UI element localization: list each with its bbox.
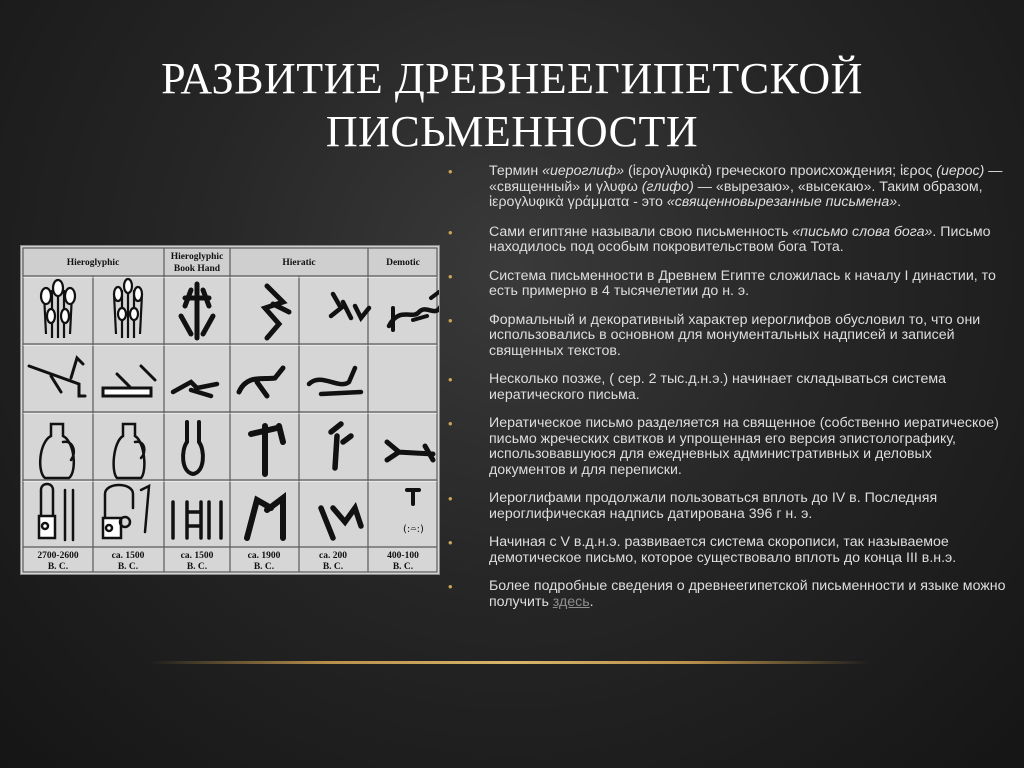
bullet-text: Начиная с V в.д.н.э. развивается система скорописи, так называемое демотическое письмо, которое существовало вплоть до конца III в.н.э. [489, 534, 957, 566]
header-hieroglyphic-2: Hieroglyphic [170, 252, 224, 262]
bullet-item [448, 535, 1008, 566]
header-hieroglyphic: Hieroglyphic [66, 258, 120, 268]
date-col-4-line-1: ca. 1900 [247, 551, 281, 561]
bullet-dot-icon: • [448, 312, 453, 328]
bullet-text: Более подробные сведения о древнеегипетской письменности и языке можно получить [489, 578, 1006, 610]
hieroglyph-evolution-table [20, 245, 440, 575]
date-col-3-line-2: B. C. [186, 562, 208, 572]
bullet-text: Сами египтяне называли свою письменность [489, 223, 793, 240]
bullet-text: Иератическое письмо разделяется на священное (собственно иератическое) письмо жреческих свитков и упрощенная его версия эпистолографику, использовавшуюся для ежедневных административных и деловых документов и для переписки. [489, 415, 999, 478]
header-hieratic: Hieratic [282, 258, 316, 268]
bullet-text: Система письменности в Древнем Египте сложилась к началу I династии, то есть примерно в 4 тысячелетии до н. э. [489, 267, 996, 299]
bullet-item [448, 225, 1008, 256]
bullet-text: — «вырезаю», «высекаю». Таким образом, ἱερογλυφικὰ γράμματα - это [489, 178, 983, 210]
bullet-text: Несколько позже, ( сер. 2 тыс.д.н.э.) начинает складываться система иератического письма. [489, 371, 947, 403]
bullet-text: «иероглиф» [542, 163, 625, 179]
bullet-dot-icon: • [448, 372, 453, 387]
bullet-dot-icon: • [448, 416, 453, 431]
bullet-item [448, 313, 1008, 360]
here-link[interactable]: здесь [552, 593, 590, 610]
date-col-1-line-2: B. C. [47, 562, 69, 572]
header-demotic: Demotic [386, 258, 420, 268]
date-col-5-line-1: ca. 200 [319, 551, 347, 561]
bullet-item [448, 372, 1008, 403]
slide-title [0, 52, 1024, 158]
bullet-text: . Письмо находилось под особым покровительством бога Тота. [489, 223, 991, 255]
bullet-text: (глифо) [641, 178, 694, 195]
bullet-text: Термин [489, 163, 543, 179]
bullet-item [448, 491, 1008, 522]
bullet-item [448, 579, 1008, 610]
gold-divider [150, 661, 870, 664]
bullet-dot-icon: • [448, 224, 453, 240]
bullet-dot-icon: • [448, 164, 453, 179]
bullet-text: «письмо слова бога» [792, 223, 933, 240]
slide-title-line-1: РАЗВИТИЕ ДРЕВНЕЕГИПЕТСКОЙ [161, 54, 863, 103]
hieroglyph-table-graphic [21, 246, 439, 574]
bullet-text: . [589, 593, 594, 610]
bullet-text: . [897, 194, 902, 210]
date-col-4-line-2: B. C. [253, 562, 275, 572]
date-col-5-line-2: B. C. [322, 562, 344, 572]
date-col-6-line-2: B. C. [392, 562, 414, 572]
bullet-dot-icon: • [448, 579, 453, 594]
bullet-text: Иероглифами продолжали пользоваться вплоть до IV в. Последняя иероглифическая надпись датирована 396 г н. э. [489, 490, 938, 522]
bullet-item [448, 164, 1008, 211]
bullet-text: «священновырезанные письмена» [666, 194, 898, 210]
bullet-text: Формальный и декоративный характер иероглифов обусловил то, что они использовались в основном для монументальных надписей и записей священных текстов. [489, 311, 981, 359]
bullet-item [448, 269, 1008, 300]
bullet-dot-icon: • [448, 535, 453, 550]
bullet-text: — «священный» и γλυφω [489, 163, 1003, 195]
date-col-2-line-1: ca. 1500 [111, 551, 145, 561]
date-col-3-line-1: ca. 1500 [180, 551, 214, 561]
svg-text:(:𓏏:): (:𓏏:) [403, 524, 424, 535]
bullet-text: (ἱερογλυφικὰ) греческого происхождения; ἱερος [624, 163, 937, 179]
slide-title-line-2: ПИСЬМЕННОСТИ [325, 107, 699, 156]
date-col-2-line-2: B. C. [117, 562, 139, 572]
date-col-1-line-1: 2700-2600 [37, 551, 79, 561]
bullet-text: (иерос) [936, 163, 985, 179]
bullet-dot-icon: • [448, 491, 453, 506]
header-book-hand: Book Hand [173, 264, 221, 274]
bullet-dot-icon: • [448, 268, 453, 284]
bullet-item [448, 416, 1008, 478]
bullet-list [448, 164, 1008, 623]
date-col-6-line-1: 400-100 [387, 551, 419, 561]
